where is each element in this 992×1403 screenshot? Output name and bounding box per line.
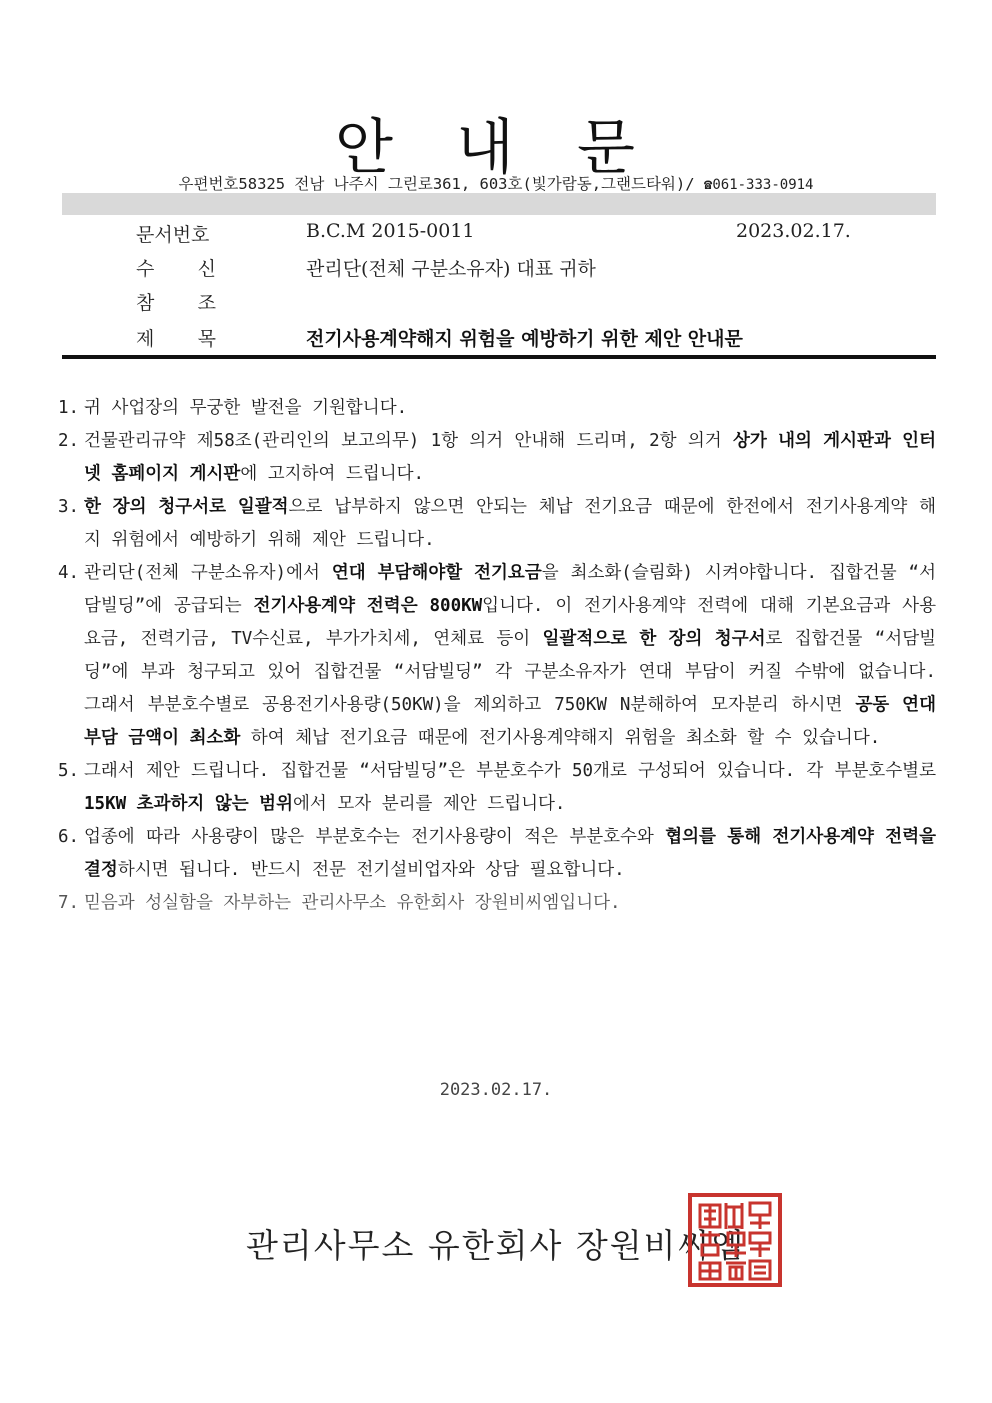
body-text: 에서 모자 분리를 제안 드립니다.: [293, 794, 566, 814]
notice-item-text: [84, 491, 936, 557]
notice-body: [58, 392, 936, 920]
telephone-number: ☎061-333-0914: [703, 177, 814, 193]
address-text: 우편번호58325 전남 나주시 그린로361, 603호(빛가람동,그랜드타워)/: [178, 175, 704, 193]
notice-item-text: [84, 392, 936, 425]
emphasis-text: 일괄적으로 한 장의 청구서: [542, 629, 766, 649]
notice-item-number: 1.: [58, 398, 80, 418]
reference-label: [136, 288, 216, 315]
company-seal-stamp: [688, 1193, 782, 1287]
subject-label-char: 제: [136, 328, 155, 350]
body-text: 에 고지하여 드립니다.: [240, 464, 425, 484]
emphasis-text: 한 장의 청구서로 일괄적: [84, 497, 289, 517]
body-text: 으로 납부하지 않으면 안되는 체납 전기요금 때문에 한전에서 전기사용계약 해지 위험에서 예방하기 위해 제안 드립니다.: [84, 497, 936, 550]
doc-date: 2023.02.17.: [736, 220, 851, 242]
body-text: 하시면 됩니다. 반드시 전문 전기설비업자와 상담 필요합니다.: [117, 860, 625, 880]
footer-date: 2023.02.17.: [439, 1080, 553, 1100]
recipient-row: [0, 254, 992, 288]
notice-item-text: [84, 425, 936, 491]
notice-item: [58, 491, 936, 557]
notice-item-text: [84, 887, 936, 920]
recipient-label: [136, 254, 216, 281]
notice-item-text: [84, 557, 936, 755]
reference-label-char: 조: [197, 292, 216, 314]
doc-number-row: [0, 220, 992, 254]
subject-row: [0, 324, 992, 358]
doc-number-value: B.C.M 2015-0011: [306, 220, 475, 242]
notice-item-number: 7.: [58, 893, 80, 913]
header-band: [62, 193, 936, 215]
subject-value: 전기사용계약해지 위험을 예방하기 위한 제안 안내문: [306, 328, 743, 350]
notice-item: [58, 887, 936, 920]
notice-item: [58, 755, 936, 821]
emphasis-text: 전기사용계약 전력은 800KW: [253, 596, 483, 616]
notice-item-number: 2.: [58, 431, 80, 451]
emphasis-text: 연대 부담해야할 전기요금: [331, 563, 542, 583]
header-rule: [62, 355, 936, 359]
notice-item-number: 3.: [58, 497, 80, 517]
body-text: 을 최소화(슬림화) 시켜야합니다. 집합건물 “서담빌딩”에 공급되는: [84, 563, 936, 616]
body-text: 건물관리규약 제58조(관리인의 보고의무) 1항 의거 안내해 드리며, 2항 의거: [84, 431, 733, 451]
notice-item-number: 6.: [58, 827, 80, 847]
notice-item: [58, 392, 936, 425]
notice-item: [58, 821, 936, 887]
recipient-label-char: 신: [197, 258, 216, 280]
body-text: 귀 사업장의 무궁한 발전을 기원합니다.: [84, 398, 408, 418]
emphasis-text: 15KW 초과하지 않는 범위: [84, 794, 293, 814]
reference-label-char: 참: [136, 292, 155, 314]
notice-item-text: [84, 755, 936, 821]
reference-row: [0, 288, 992, 322]
body-text: 하여 체납 전기요금 때문에 전기사용계약해지 위험을 최소화 할 수 있습니다.: [240, 728, 881, 748]
document-title: 안 내 문: [334, 113, 658, 183]
notice-item-number: 4.: [58, 563, 80, 583]
body-text: 관리단(전체 구분소유자)에서: [84, 563, 332, 583]
doc-number-label: 문서번호: [136, 224, 210, 246]
body-text: 믿음과 성실함을 자부하는 관리사무소 유한회사 장원비씨엠입니다.: [84, 893, 621, 913]
emphasis-text: 상가 내의 게시판과 인터넷 홈페이지 게시판: [84, 431, 936, 484]
body-text: 로 집합건물 “서담빌딩”에 부과 청구되고 있어 집합건물 “서담빌딩” 각 구분소유자가 연대 부담이 커질 수밖에 없습니다. 그래서 부분호수별로 공용전기사용량(50KW)을 제외하고 750KW N분해하여 모자분리 하시면: [84, 629, 937, 715]
body-text: 입니다. 이 전기사용계약 전력에 대해 기본요금과 사용요금, 전력기금, TV수신료, 부가가치세, 연체료 등이: [84, 596, 936, 649]
body-text: 업종에 따라 사용량이 많은 부분호수는 전기사용량이 적은 부분호수와: [84, 827, 666, 847]
signer-name: 관리사무소 유한회사 장원비씨엠: [246, 1226, 746, 1265]
emphasis-text: 공동 연대 부담 금액이 최소화: [84, 695, 936, 748]
notice-item: [58, 557, 936, 755]
subject-label-char: 목: [197, 328, 216, 350]
address-line: [0, 172, 992, 194]
notice-item: [58, 425, 936, 491]
recipient-label-char: 수: [136, 258, 155, 280]
notice-item-number: 5.: [58, 761, 80, 781]
notice-item-text: [84, 821, 936, 887]
body-text: 그래서 제안 드립니다. 집합건물 “서담빌딩”은 부분호수가 50개로 구성되어 있습니다. 각 부분호수별로: [84, 761, 936, 781]
recipient-value: 관리단(전체 구분소유자) 대표 귀하: [306, 258, 596, 280]
emphasis-text: 협의를 통해 전기사용계약 전력을 결정: [84, 827, 937, 880]
subject-label: [136, 324, 216, 351]
